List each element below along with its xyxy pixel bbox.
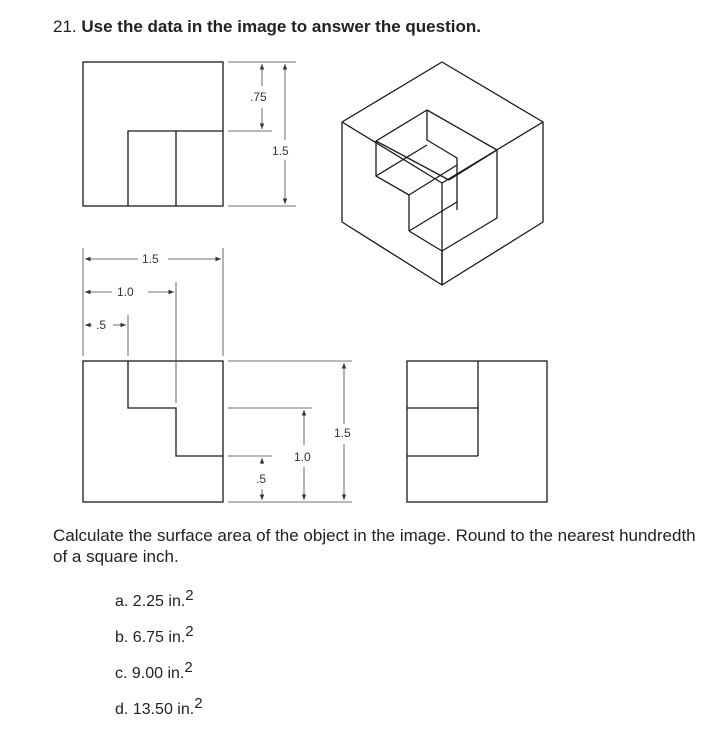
choice-letter: a. [115,593,129,610]
top-view [83,62,223,206]
choice-d[interactable] [115,695,203,737]
choice-value: 2.25 in. [132,593,186,610]
choice-exponent: 2 [185,623,194,640]
choice-value: 6.75 in. [132,629,186,646]
choice-letter: d. [115,701,129,718]
dim-front-height-total-label: 1.5 [334,426,351,440]
choice-exponent: 2 [185,587,194,604]
choice-value: 13.50 in. [132,701,195,718]
dim-front-width-total-label: 1.5 [142,252,159,266]
choice-letter: c. [115,665,128,682]
question-heading: Use the data in the image to answer the question. [81,17,481,36]
dim-front-width-mid-label: 1.0 [117,285,134,299]
dim-front-height-mid-label: 1.0 [294,450,311,464]
choice-c[interactable] [115,659,203,701]
choice-value: 9.00 in. [131,665,185,682]
top-view-dimensions [228,62,296,206]
dim-top-total-label: 1.5 [272,144,289,158]
dim-front-width-small-label: .5 [96,318,107,332]
choice-exponent: 2 [184,659,193,676]
choice-exponent: 2 [194,695,203,712]
question-prompt: Calculate the surface area of the object in the image. Round to the nearest hundredth of a square inch. [53,526,696,566]
dim-top-small-label: .75 [250,90,267,104]
choice-letter: b. [115,629,129,646]
answer-choices [115,587,203,737]
dim-front-height-small-label: .5 [256,472,267,486]
isometric-view [342,62,543,285]
front-view [83,361,223,502]
question-number: 21. [53,17,77,36]
side-view [407,361,547,502]
